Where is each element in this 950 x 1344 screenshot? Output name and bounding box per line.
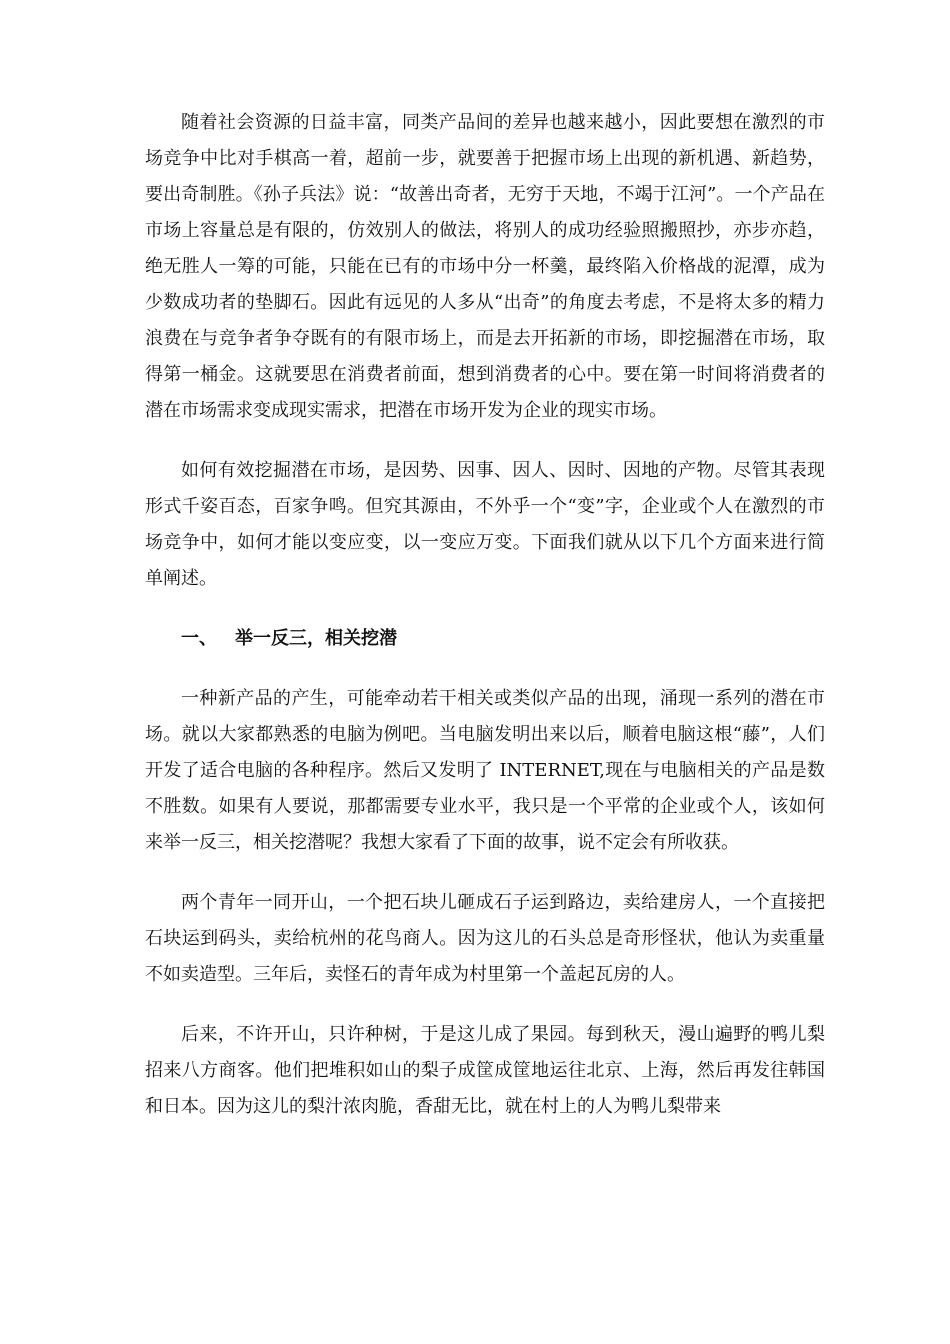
section1-paragraph-1: 一种新产品的产生，可能牵动若干相关或类似产品的出现，涌现一系列的潜在市场。就以大家都熟悉的电脑为例吧。当电脑发明出来以后，顺着电脑这根“藤”，人们开发了适合电脑的各种程序。然后又发明了 INTERNET,现在与电脑相关的产品是数不胜数。如果有人要说，那都需要专业水平，我只是一个平常的企业或个人，该如何来举一反三，相关挖潜呢？我想大家看了下面的故事，说不定会有所收获。 (145, 688, 825, 853)
intro-paragraph-1: 随着社会资源的日益丰富，同类产品间的差异也越来越小，因此要想在激烈的市场竞争中比对手棋高一着，超前一步，就要善于把握市场上出现的新机遇、新趋势，要出奇制胜。《孙子兵法》说：“故善出奇者，无穷于天地，不竭于江河”。一个产品在市场上容量总是有限的，仿效别人的做法，将别人的成功经验照搬照抄，亦步亦趋，绝无胜人一筹的可能，只能在已有的市场中分一杯羹，最终陷入价格战的泥潭，成为少数成功者的垫脚石。因此有远见的人多从“出奇”的角度去考虑，不是将太多的精力浪费在与竞争者争夺既有的有限市场上，而是去开拓新的市场，即挖掘潜在市场，取得第一桶金。这就要思在消费者前面，想到消费者的心中。要在第一时间将消费者的潜在市场需求变成现实需求，把潜在市场开发为企业的现实市场。 (145, 112, 825, 421)
intro-paragraph-2: 如何有效挖掘潜在市场，是因势、因事、因人、因时、因地的产物。尽管其表现形式千姿百态，百家争鸣。但究其源由，不外乎一个“变”字，企业或个人在激烈的市场竞争中，如何才能以变应变，以一变应万变。下面我们就从以下几个方面来进行简单阐述。 (145, 460, 825, 589)
section-heading-1 (145, 621, 825, 657)
section1-paragraph-3: 后来，不许开山，只许种树，于是这儿成了果园。每到秋天，漫山遍野的鸭儿梨招来八方商客。他们把堆积如山的梨子成筐成筐地运往北京、上海，然后再发往韩国和日本。因为这儿的梨汁浓肉脆，香甜无比，就在村上的人为鸭儿梨带来 (145, 1024, 825, 1117)
section-number: 一、 (181, 628, 217, 649)
section-title: 举一反三，相关挖潜 (235, 628, 397, 649)
section1-paragraph-2: 两个青年一同开山，一个把石块儿砸成石子运到路边，卖给建房人，一个直接把石块运到码头，卖给杭州的花鸟商人。因为这儿的石头总是奇形怪状，他认为卖重量不如卖造型。三年后，卖怪石的青年成为村里第一个盖起瓦房的人。 (145, 892, 825, 985)
document-body (145, 105, 825, 1149)
